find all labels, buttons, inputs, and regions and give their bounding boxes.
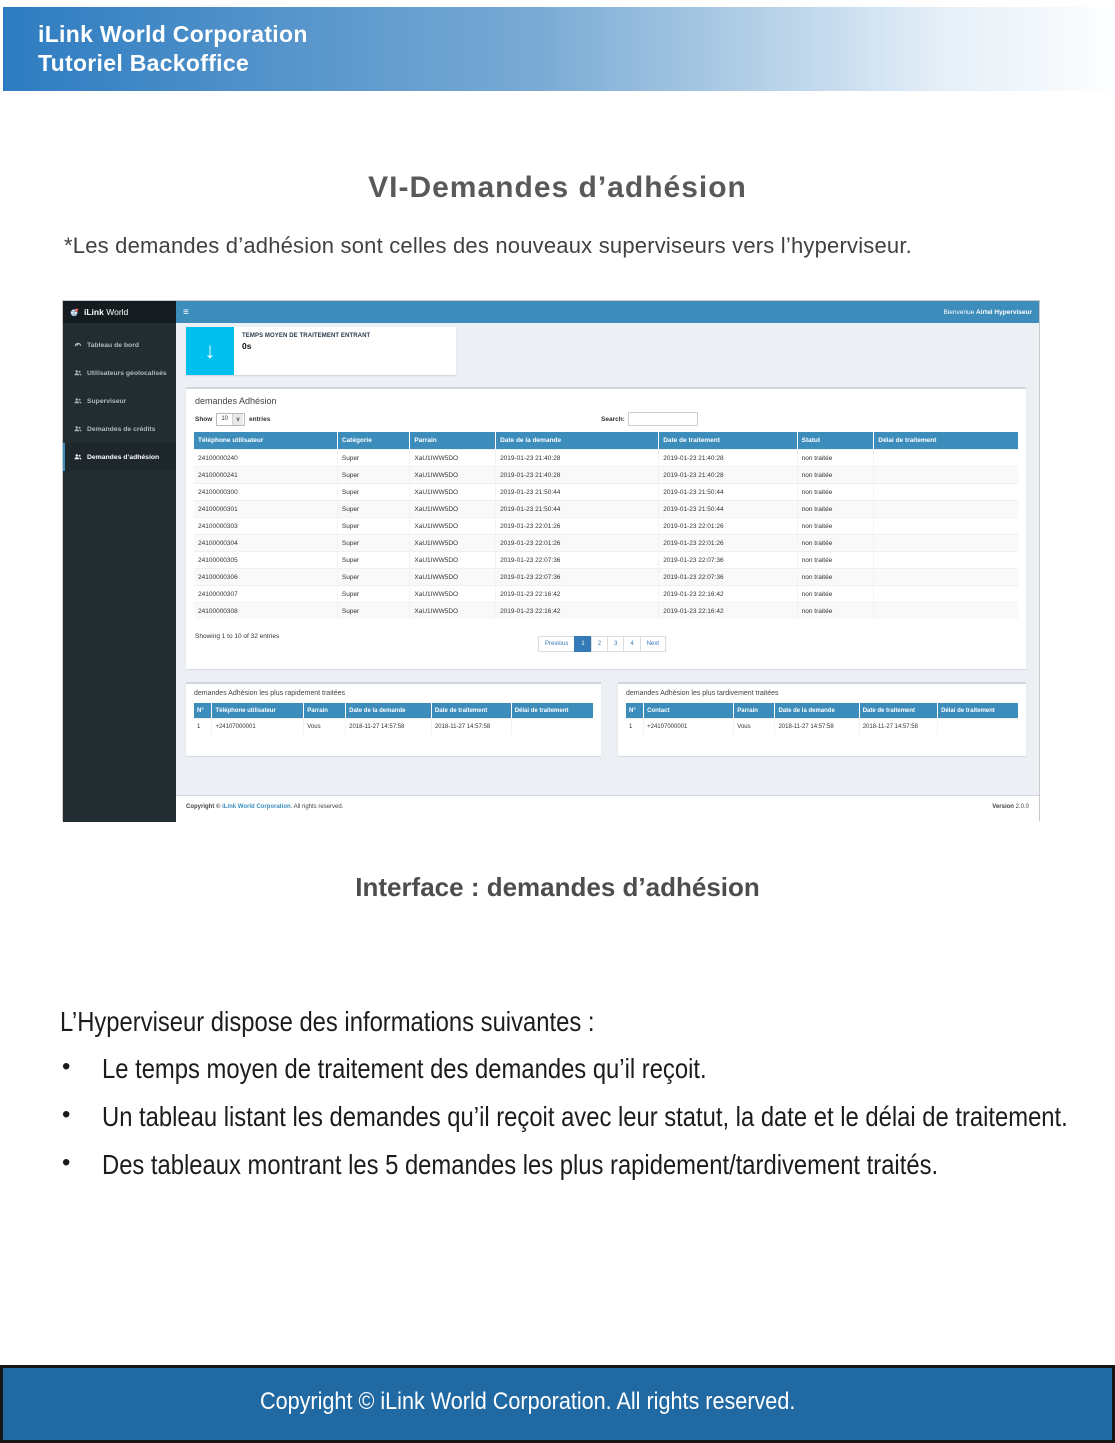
users-icon (73, 369, 82, 377)
pagination-next-button[interactable]: Next (640, 636, 666, 652)
table-row: 24100000301 Super XaU1IWW5DO 2019-01-23 21:50:44 2019-01-23 21:50:44 non traitée (194, 501, 1018, 518)
column-header: Délai de traitement (938, 703, 1018, 719)
show-entries-value: 10 (221, 416, 229, 422)
app-topbar (176, 301, 1039, 323)
document-subtitle: Tutoriel Backoffice (38, 50, 250, 76)
show-entries-select[interactable] (216, 413, 245, 426)
column-header: N° (626, 703, 644, 719)
column-header: Parrain (304, 703, 346, 719)
pagination-previous-button[interactable]: Previous (538, 636, 575, 652)
pagination-pages (575, 636, 640, 652)
table-header-row (626, 703, 1018, 719)
app-navbar (63, 301, 1039, 323)
sidebar-item-superviseur[interactable] (63, 387, 176, 415)
table-row: 24100000300 Super XaU1IWW5DO 2019-01-23 21:50:44 2019-01-23 21:50:44 non traitée (194, 484, 1018, 501)
bullet-item: • Le temps moyen de traitement des demandes qu’il reçoit. (60, 1053, 1085, 1085)
column-header: Catégorie (337, 432, 410, 450)
column-header: Date de la demande (496, 432, 659, 450)
app-version: Version 2.0.0 (992, 804, 1029, 810)
table-row: 24100000305 Super XaU1IWW5DO 2019-01-23 22:07:36 2019-01-23 22:07:36 non traitée (194, 552, 1018, 569)
panel-title: demandes Adhésion les plus tardivement traitées (626, 690, 779, 697)
avg-processing-time-widget (186, 327, 456, 375)
column-header: Date de traitement (659, 432, 797, 450)
pagination-page-button[interactable]: 2 (591, 636, 608, 652)
table-row: 24100000306 Super XaU1IWW5DO 2019-01-23 22:07:36 2019-01-23 22:07:36 non traitée (194, 569, 1018, 586)
slowest-processed-panel (618, 682, 1026, 756)
column-header: Parrain (410, 432, 496, 450)
widget-label: TEMPS MOYEN DE TRAITEMENT ENTRANT (242, 333, 371, 339)
search-label: Search: (601, 415, 625, 423)
table-header-row (194, 703, 593, 719)
down-arrow-icon: ↓ (186, 327, 234, 375)
entries-label: entries (249, 415, 271, 423)
body-intro: L’Hyperviseur dispose des informations suivantes : (60, 1006, 595, 1037)
section-title: VI-Demandes d’adhésion (368, 171, 747, 204)
table-row: 24100000304 Super XaU1IWW5DO 2019-01-23 22:01:26 2019-01-23 22:01:26 non traitée (194, 535, 1018, 552)
app-screenshot (62, 300, 1040, 821)
sidebar-item-label: Superviseur (87, 397, 127, 405)
document-footer-text: Copyright © iLink World Corporation. All rights reserved. (260, 1388, 796, 1415)
column-header: Date de la demande (775, 703, 859, 719)
demandes-table (194, 432, 1018, 619)
users-icon (73, 425, 82, 433)
sidebar-item-utilisateurs-geolocalises[interactable] (63, 359, 176, 387)
section-note: *Les demandes d’adhésion sont celles des nouveaux superviseurs vers l’hyperviseur. (64, 233, 912, 258)
globe-logo-icon (70, 305, 79, 320)
fastest-processed-panel (186, 682, 601, 756)
panel-title: demandes Adhésion (195, 396, 277, 406)
app-main-content (176, 323, 1039, 822)
document-header-banner (3, 7, 1115, 91)
app-sidebar (63, 323, 176, 822)
figure-caption: Interface : demandes d’adhésion (355, 872, 760, 902)
pagination (539, 636, 666, 652)
sidebar-item-label: Utilisateurs géolocalisés (87, 369, 167, 377)
column-header: Téléphone utilisateur (194, 432, 337, 450)
column-header: Délai de traitement (511, 703, 593, 719)
bullet-item: • Des tableaux montrant les 5 demandes les plus rapidement/tardivement traités. (60, 1149, 1085, 1181)
sidebar-item-demandes-de-credits[interactable] (63, 415, 176, 443)
chevron-down-icon: ∨ (232, 414, 243, 425)
sidebar-item-tableau-de-bord[interactable] (63, 331, 176, 359)
app-brand-label: iLink World (84, 307, 129, 317)
widget-value: 0s (242, 341, 252, 351)
bullet-item: • Un tableau listant les demandes qu’il reçoit avec leur statut, la date et le délai de traitement. (60, 1101, 1085, 1133)
column-header: Téléphone utilisateur (212, 703, 304, 719)
show-label: Show (195, 415, 213, 423)
table-row: 24100000308 Super XaU1IWW5DO 2019-01-23 22:16:42 2019-01-23 22:16:42 non traitée (194, 603, 1018, 620)
table-row: 24100000240 Super XaU1IWW5DO 2019-01-23 21:40:28 2019-01-23 21:40:28 non traitée (194, 450, 1018, 467)
panel-title: demandes Adhésion les plus rapidement traitées (194, 690, 345, 697)
demandes-adhesion-panel (186, 387, 1026, 669)
showing-entries-text: Showing 1 to 10 of 32 entries (195, 633, 280, 640)
column-header: N° (194, 703, 212, 719)
gauge-icon (73, 341, 82, 349)
users-icon (73, 453, 82, 461)
table-row: 24100000241 Super XaU1IWW5DO 2019-01-23 21:40:28 2019-01-23 21:40:28 non traitée (194, 467, 1018, 484)
search-input[interactable] (628, 412, 698, 426)
body-text (60, 1006, 1085, 1197)
app-copyright: Copyright © iLink World Corporation. All rights reserved. (186, 804, 344, 810)
table-header-row (194, 432, 1018, 450)
sidebar-item-label: Tableau de bord (87, 341, 139, 349)
table-row: 24100000307 Super XaU1IWW5DO 2019-01-23 22:16:42 2019-01-23 22:16:42 non traitée (194, 586, 1018, 603)
column-header: Date de traitement (431, 703, 511, 719)
column-header: Délai de traitement (874, 432, 1018, 450)
sidebar-item-label: Demandes d’adhésion (87, 453, 160, 461)
table-row: 24100000303 Super XaU1IWW5DO 2019-01-23 22:01:26 2019-01-23 22:01:26 non traitée (194, 518, 1018, 535)
menu-toggle-icon[interactable]: ≡ (183, 306, 189, 318)
sidebar-item-label: Demandes de crédits (87, 425, 156, 433)
table-row: 1 +24107000001 Vous 2018-11-27 14:57:58 2018-11-27 14:57:58 (626, 719, 1018, 736)
slowest-processed-table (626, 703, 1018, 735)
users-icon (73, 397, 82, 405)
sidebar-item-demandes-adhesion[interactable] (63, 443, 176, 471)
fastest-processed-table (194, 703, 593, 735)
company-link[interactable]: iLink World Corporation (222, 804, 291, 810)
column-header: Date de traitement (859, 703, 937, 719)
welcome-user[interactable]: Bienvenue Airtel Hyperviseur (943, 308, 1032, 316)
app-brand[interactable] (63, 301, 176, 323)
column-header: Date de la demande (346, 703, 432, 719)
column-header: Contact (644, 703, 734, 719)
app-footer (176, 795, 1039, 822)
column-header: Statut (797, 432, 874, 450)
pagination-page-button[interactable]: 3 (607, 636, 624, 652)
table-row: 1 +24107000001 Vous 2018-11-27 14:57:58 2018-11-27 14:57:58 (194, 719, 593, 736)
column-header: Parrain (734, 703, 775, 719)
document-footer-bar (0, 1365, 1115, 1443)
company-name: iLink World Corporation (38, 21, 308, 47)
pagination-page-button[interactable]: 1 (574, 636, 591, 652)
pagination-page-button[interactable]: 4 (623, 636, 640, 652)
